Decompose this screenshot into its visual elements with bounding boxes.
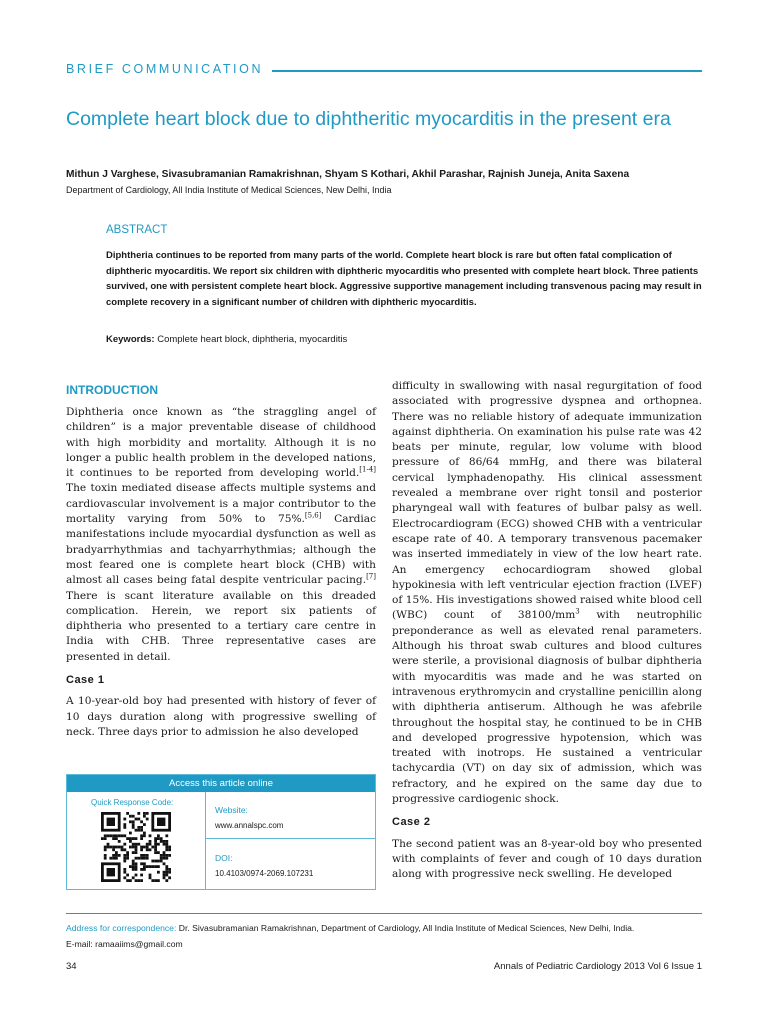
correspondence-text: Dr. Sivasubramanian Ramakrishnan, Department of Cardiology, All India Institute of Medical Sciences, New Delhi, India. (176, 923, 635, 933)
website-link[interactable]: www.annalspc.com (215, 821, 284, 830)
access-heading: Access this article online (67, 775, 375, 792)
qr-code-icon[interactable] (101, 812, 171, 882)
website-label: Website: (215, 805, 248, 815)
case1-heading: Case 1 (66, 674, 105, 687)
case2-heading: Case 2 (392, 816, 431, 829)
citation-ref[interactable]: [7] (366, 572, 376, 581)
case1-paragraph: A 10-year-old boy had presented with history of fever of 10 days duration along with progressive swelling of neck. Three days prior to admission he also developed (66, 695, 376, 738)
correspondence-email[interactable]: E-mail: ramaaiims@gmail.com (66, 939, 183, 949)
section-label: BRIEF COMMUNICATION (66, 62, 264, 76)
qr-panel (67, 792, 206, 889)
case1-text-a: difficulty in swallowing with nasal regurgitation of food associated with progressive dyspnea and orthopnea. There was no reliable history of adequate immunization against diphtheria. On examination his pulse rate was 42 beats per minute, regular, low volume with blood pressure of 86/64 mmHg, and there was bilateral cervical lymphadenopathy. His clinical assessment revealed a membrane over right tonsil and posterior pharyngeal wall with features of bulbar palsy as well. Electrocardiogram (ECG) showed CHB with a ventricular escape rate of 40. A temporary transvenous pacemaker was inserted immediately in view of the low heart rate. An emergency echocardiogram showed global hypokinesia with left ventricular ejection fraction (LVEF) of 15%. His investigations showed raised white blood cell (WBC) count of 38100/mm (392, 380, 702, 622)
panel-divider (206, 838, 375, 839)
journal-citation: Annals of Pediatric Cardiology 2013 Vol 6 Issue 1 (493, 961, 702, 972)
abstract-box (66, 212, 702, 359)
left-column (66, 405, 376, 740)
introduction-heading: INTRODUCTION (66, 383, 158, 397)
link-panel (206, 792, 375, 889)
keywords-list: Complete heart block, diphtheria, myocarditis (157, 334, 348, 345)
doi-value[interactable]: 10.4103/0974-2069.107231 (215, 869, 314, 878)
author-list: Mithun J Varghese, Sivasubramanian Ramakrishnan, Shyam S Kothari, Akhil Parashar, Rajnish Juneja, Anita Saxena (66, 169, 630, 180)
correspondence-label: Address for correspondence: (66, 923, 177, 933)
correspondence (66, 920, 706, 952)
article-title: Complete heart block due to diphtheritic myocarditis in the present era (66, 108, 671, 130)
doi-label: DOI: (215, 853, 233, 863)
section-rule (272, 70, 702, 72)
keywords-label: Keywords: (106, 334, 155, 345)
page-number: 34 (66, 961, 77, 972)
keywords (106, 334, 706, 345)
case1-text-b: with neutrophilic preponderance as well as elevated renal parameters. Although his throat swab cultures and blood cultures were sterile, a provisional diagnosis of bulbar diphtheria with myocarditis was made and he was started on intravenous erythromycin and crystalline penicillin along with diphtheria antiserum. Although he was afebrile throughout the hospital stay, he continued to be in CHB and developed progressive hypotension, which was treated with inotrops. He sustained a ventricular tachycardia (VT) on day six of admission, which was refractory, and he expired on the same day due to progressive cardiogenic shock. (392, 609, 702, 806)
intro-text-b: The toxin mediated disease affects multiple systems and cardiovascular involvement is a major contributor to the mortality varying from 50% to 75%. (66, 482, 376, 526)
intro-text-c: Cardiac manifestations include myocardial dysfunction as well as bradyarrhythmias and tachyarrhythmias; although the most feared one is complete heart block (CHB) with almost all cases being fatal despite ventricular pacing. (66, 513, 376, 587)
intro-paragraph (66, 405, 376, 665)
access-article-box (66, 774, 376, 890)
citation-ref[interactable]: [5,6] (304, 511, 322, 520)
intro-text-a: Diphtheria once known as “the straggling angel of children” is a major preventable disease of childhood with high morbidity and mortality. Although it is no longer a public health problem in the developed nations, it continues to be reported from developing world. (66, 406, 376, 480)
case1-continued-paragraph (392, 379, 702, 807)
right-column (392, 379, 702, 883)
affiliation: Department of Cardiology, All India Institute of Medical Sciences, New Delhi, India (66, 185, 392, 195)
superscript: 3 (575, 607, 580, 616)
qr-label: Quick Response Code: (91, 798, 174, 807)
citation-ref[interactable]: [1-4] (359, 465, 376, 474)
case2-paragraph: The second patient was an 8-year-old boy who presented with complaints of fever and cough of 10 days duration along with progressive neck swelling. He developed (392, 837, 702, 881)
footnote-rule (66, 913, 702, 914)
correspondence-address (66, 920, 706, 936)
abstract-heading: ABSTRACT (106, 224, 168, 236)
abstract-text: Diphtheria continues to be reported from many parts of the world. Complete heart block is rare but often fatal complication of diphtheric myocarditis. We report six children with diphtheric myocarditis who presented with complete heart block. Three patients survived, one with persistent complete heart block. Aggressive supportive management including transvenous pacing may result in complete recovery in a significant number of children with diphtheric myocarditis. (106, 250, 702, 308)
intro-text-d: There is scant literature available on this dreaded complication. Herein, we report six patients of diphtheria who presented to a tertiary care centre in India with CHB. Three representative cases are presented in detail. (66, 589, 376, 663)
